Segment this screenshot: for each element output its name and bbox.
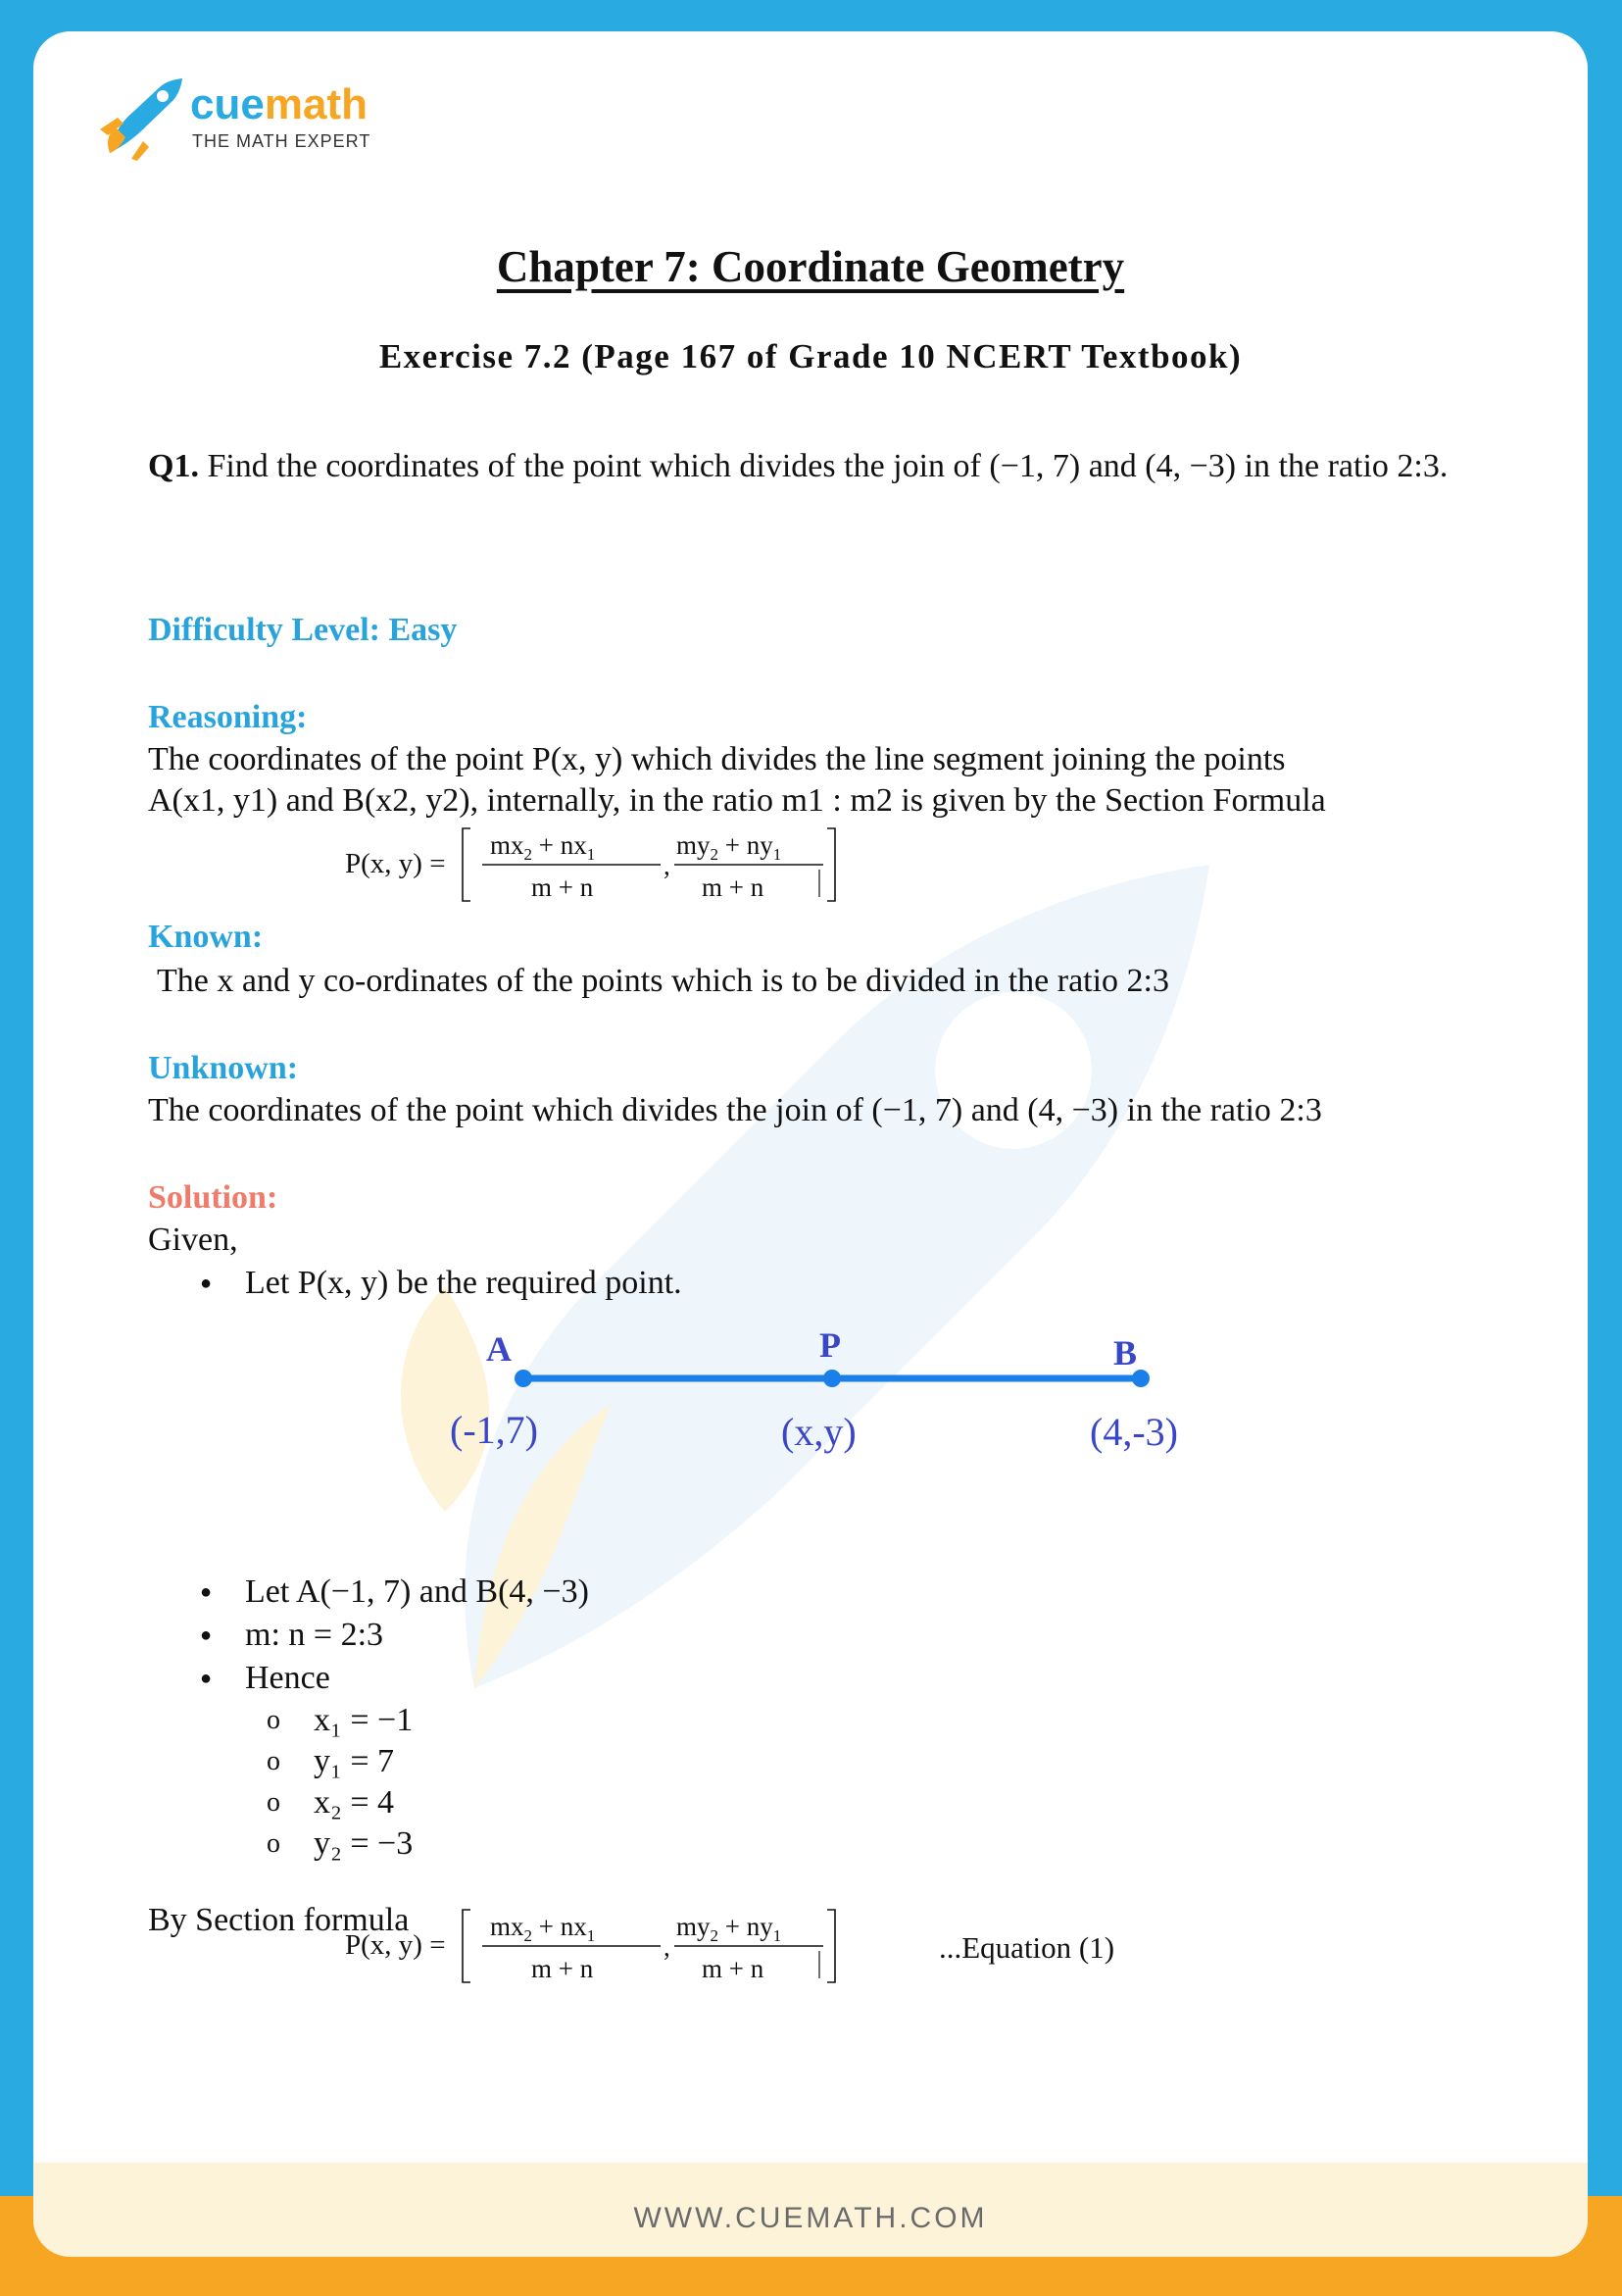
point-b-coord: (4,-3) [1090,1410,1178,1454]
formula-denominator-2: m + n [702,873,764,902]
formula-denominator-2: m + n [702,1954,764,1983]
sub-bullet-item: x₂ = 4 [314,1784,395,1821]
formula-lhs: P(x, y) = [345,848,446,879]
bullet-marker: ● [200,1624,213,1646]
reasoning-line-1: The coordinates of the point P(x, y) which divides the line segment joining the points [148,741,1286,777]
sub-bullet-item: y₂ = −3 [314,1825,414,1862]
section-formula-equation-1 [345,1902,855,1990]
formula-comma: , [664,1932,670,1962]
sub-bullet-item: x₁ = −1 [314,1702,414,1738]
bullet-item: m: n = 2:3 [245,1617,384,1653]
equation-label: ...Equation (1) [939,1930,1115,1965]
known-heading: Known: [148,919,264,955]
formula-left-bracket [463,828,470,901]
formula-comma: , [664,851,670,880]
question-body: Find the coordinates of the point which divides the join of (−1, 7) and (4, −3) in the ratio 2:3. [198,448,1449,484]
line-segment-diagram [406,1306,1209,1482]
bullet-item: Let P(x, y) be the required point. [245,1265,682,1301]
brand-name-part1: cue [190,80,265,128]
point-p-coord: (x,y) [781,1410,857,1454]
formula-left-bracket [463,1910,470,1982]
unknown-heading: Unknown: [148,1050,299,1086]
reasoning-line-2: A(x1, y1) and B(x2, y2), internally, in the ratio m1 : m2 is given by the Section Formula [148,782,1326,819]
bullet-marker: ● [200,1668,213,1689]
solution-heading: Solution: [148,1179,278,1216]
formula-numerator-1: $mx_2 + nx_1$ [490,1912,596,1945]
by-section-formula: By Section formula [148,1902,410,1938]
point-a-label: A [486,1329,512,1369]
formula-numerator-1: $mx_2 + nx_1$ [490,830,596,864]
exercise-subtitle: Exercise 7.2 (Page 167 of Grade 10 NCERT Textbook) [378,337,1243,375]
formula-lhs: P(x, y) = [345,1929,446,1961]
section-formula [345,821,855,909]
sub-bullet-marker: o [267,1828,280,1859]
footer-url: WWW.CUEMATH.COM [633,2202,988,2234]
cuemath-rocket-logo-icon [92,75,186,163]
bullet-item: Let A(−1, 7) and B(4, −3) [245,1573,589,1610]
document-page [33,31,1588,2257]
unknown-text: The coordinates of the point which divides the join of (−1, 7) and (4, −3) in the ratio 2:3 [148,1092,1322,1128]
sub-bullet-marker: o [267,1746,280,1776]
point-a-dot [515,1370,532,1387]
bullet-marker: ● [200,1273,213,1294]
formula-denominator-1: m + n [531,1954,594,1983]
chapter-title: Chapter 7: Coordinate Geometry [496,242,1125,291]
brand-tagline: THE MATH EXPERT [192,131,371,151]
bullet-item: Hence [245,1660,330,1696]
formula-numerator-2: $my_2 + ny_1$ [676,1912,782,1945]
sub-bullet-item: y₁ = 7 [314,1743,395,1779]
point-p-label: P [819,1325,841,1365]
reasoning-heading: Reasoning: [148,699,308,735]
formula-right-bracket [827,828,835,901]
formula-right-bracket [827,1910,835,1982]
difficulty-level: Difficulty Level: Easy [148,612,458,648]
sub-bullet-marker: o [267,1705,280,1735]
point-a-coord: (-1,7) [450,1408,538,1452]
point-b-label: B [1113,1333,1138,1373]
formula-denominator-1: m + n [531,873,594,902]
brand-name [190,80,368,129]
brand-name-part2: math [264,80,368,128]
question-text [148,446,1491,487]
sub-bullet-marker: o [267,1787,280,1818]
known-text: The x and y co-ordinates of the points which is to be divided in the ratio 2:3 [157,963,1169,999]
formula-numerator-2: $my_2 + ny_1$ [676,830,782,864]
question-label: Q1. [148,448,199,484]
point-p-dot [823,1370,841,1387]
solution-given: Given, [148,1222,238,1258]
bullet-marker: ● [200,1581,213,1603]
